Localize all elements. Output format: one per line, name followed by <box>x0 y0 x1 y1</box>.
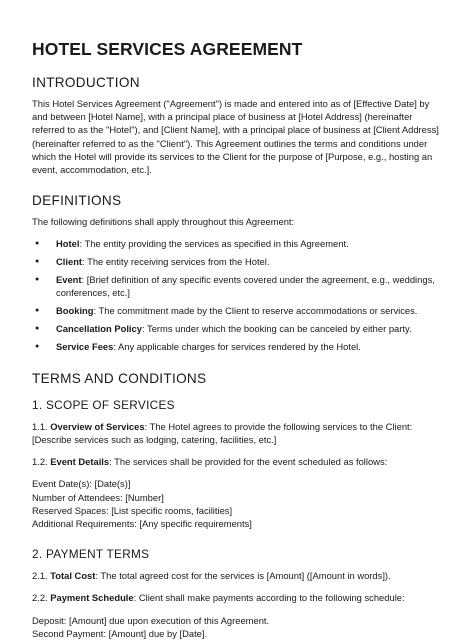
definition-text: : Terms under which the booking can be canceled by either party. <box>141 322 412 334</box>
definition-term: Event <box>56 274 82 286</box>
clause-term: Payment Schedule <box>50 592 134 604</box>
bullet-icon: ● <box>35 342 40 350</box>
bullet-icon: ● <box>35 240 40 248</box>
clause-number: 1.1. <box>32 420 51 432</box>
definition-text: : The entity receiving services from the Hotel. <box>82 256 270 268</box>
definition-term: Cancellation Policy <box>56 322 142 334</box>
payment-schedule-line: Second Payment: [Amount] due by [Date]. <box>32 627 208 639</box>
event-detail-line: Event Date(s): [Date(s)] <box>32 478 131 490</box>
bullet-icon: ● <box>35 276 40 284</box>
clause-1-2 <box>32 455 444 468</box>
definition-item-booking <box>32 304 444 317</box>
definition-term: Service Fees <box>56 340 114 352</box>
definition-item-event <box>32 273 444 299</box>
clause-2-2 <box>32 591 444 604</box>
clause-number: 1.2. <box>32 456 51 468</box>
definition-item-hotel <box>32 237 444 250</box>
introduction-paragraph: This Hotel Services Agreement ("Agreement") is made and entered into as of [Effective Date] by and between [Hotel Name], with a principal place of business at [Hotel Address] (hereinafter referred to as the "Hotel"), and [Client Name], with a principal place of business at [Client Address] (hereinafter referred to as the "Client"). This Agreement outlines the terms and conditions under which the Hotel will provide its services to the Client for the purpose of [Purpose, e.g., hosting an event, accommodation, etc.]. <box>32 98 439 176</box>
definition-item-client <box>32 255 444 268</box>
document-title: HOTEL SERVICES AGREEMENT <box>32 39 303 59</box>
event-detail-line: Reserved Spaces: [List specific rooms, facilities] <box>32 504 233 516</box>
clause-text: : Client shall make payments according to the following schedule: <box>133 592 405 604</box>
clause-number: 2.2. <box>32 592 51 604</box>
definition-term: Client <box>56 256 83 268</box>
clause-2-1 <box>32 569 444 582</box>
clause-term: Event Details <box>50 456 110 468</box>
scope-heading: 1. SCOPE OF SERVICES <box>32 397 175 412</box>
clause-number: 2.1. <box>32 570 51 582</box>
bullet-icon: ● <box>35 324 40 332</box>
definitions-heading: DEFINITIONS <box>32 193 122 209</box>
definition-term: Hotel <box>56 238 80 250</box>
clause-term: Overview of Services <box>50 420 145 432</box>
clause-text: : The Hotel agrees to provide the following services to the Client: [Describe services such as lodging, catering, facilities, etc.] <box>32 420 413 446</box>
bullet-icon: ● <box>35 307 40 315</box>
event-detail-line: Number of Attendees: [Number] <box>32 491 164 503</box>
event-details-block <box>32 477 444 530</box>
event-detail-line: Additional Requirements: [Any specific requirements] <box>32 518 252 530</box>
payment-heading: 2. PAYMENT TERMS <box>32 547 150 562</box>
clause-text: : The total agreed cost for the services is [Amount] ([Amount in words]). <box>95 570 391 582</box>
definition-text: : The entity providing the services as specified in this Agreement. <box>79 238 349 250</box>
clause-1-1 <box>32 420 444 446</box>
definition-text: : [Brief definition of any specific events covered under the agreement, e.g., weddings, conferences, etc.] <box>56 274 435 299</box>
clause-term: Total Cost <box>50 570 96 582</box>
payment-schedule-line: Deposit: [Amount] due upon execution of this Agreement. <box>32 614 270 626</box>
definition-text: : Any applicable charges for services rendered by the Hotel. <box>113 340 361 352</box>
terms-heading: TERMS AND CONDITIONS <box>32 370 207 386</box>
definition-text: : The commitment made by the Client to reserve accommodations or services. <box>93 305 418 317</box>
definitions-intro: The following definitions shall apply throughout this Agreement: <box>32 216 295 228</box>
clause-text: : The services shall be provided for the event scheduled as follows: <box>109 456 388 468</box>
definition-term: Booking <box>56 305 94 317</box>
introduction-heading: INTRODUCTION <box>32 75 140 90</box>
definition-item-service-fees <box>32 340 444 353</box>
bullet-icon: ● <box>35 258 40 266</box>
definitions-list <box>32 237 444 352</box>
payment-schedule-block <box>32 614 444 640</box>
document-page <box>32 38 444 640</box>
definition-item-cancellation-policy <box>32 322 444 335</box>
